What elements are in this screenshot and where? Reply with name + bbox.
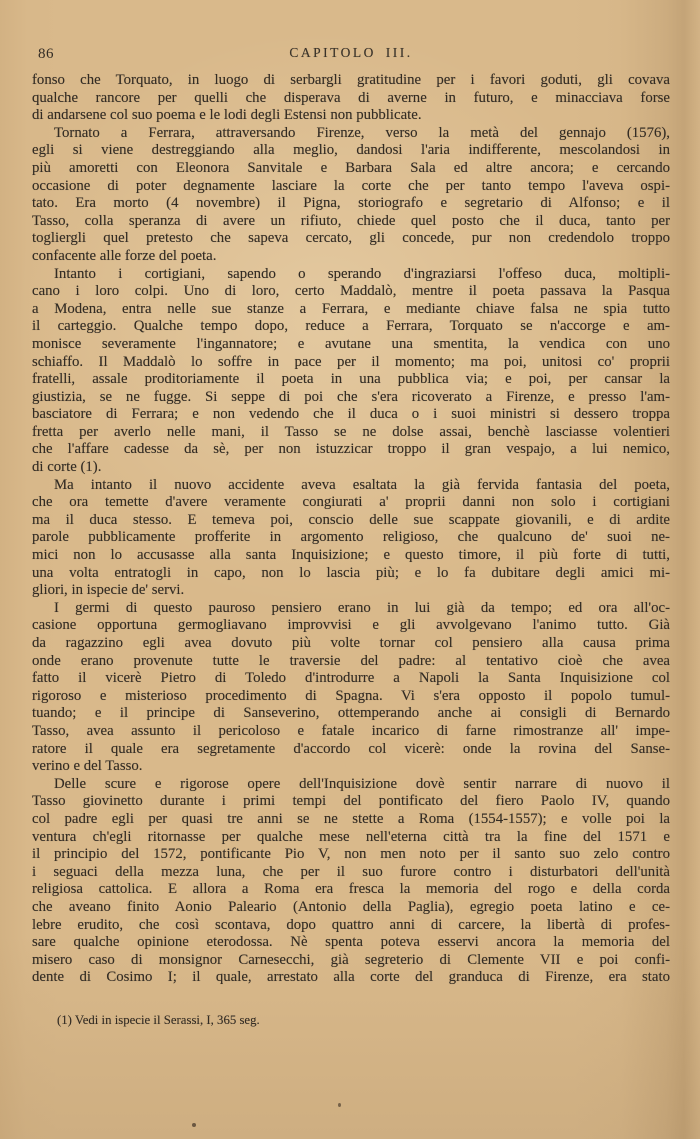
text-line: qualche rancore per quelli che disperava di averne in futuro, e minacciava forse: [32, 89, 670, 106]
text-line: Delle scure e rigorose opere dell'Inquisizione dovè sentir narrare di nuovo il: [54, 775, 670, 792]
text-line: egli si viene destreggiando alla meglio, dandosi l'aria indifferente, mescolandosi in: [32, 142, 670, 159]
text-line: di corte (1).: [32, 459, 102, 476]
text-line: lebre erudito, che così scontava, dopo quattro anni di carcere, la libertà di profes-: [32, 916, 670, 933]
text-line: dente di Cosimo I; il quale, arrestato alla corte del granduca di Firenze, era stato: [32, 969, 670, 986]
text-line: religiosa cattolica. E allora a Roma era fresca la memoria del rogo e della corda: [32, 881, 670, 898]
text-line: il principio del 1572, pontificante Pio V, non men noto per il santo suo zelo contro: [32, 846, 670, 863]
paragraph: [32, 125, 670, 266]
text-line: fratelli, assale proditoriamente il poeta in una pubblica via; e poi, per cansar la: [32, 371, 670, 388]
running-title: CAPITOLO III.: [289, 45, 413, 60]
text-line: cano i loro colpi. Uno di loro, certo Maddalò, mentre il poeta passava la Pasqua: [32, 283, 670, 300]
footnote: (1) Vedi in ispecie il Serassi, I, 365 seg.: [57, 1012, 260, 1027]
text-line: ventura ch'egli ritornasse per qualche mese nell'eterna città tra la fine del 1571 e: [32, 828, 670, 845]
text-line: ratore il quale era segretamente d'accordo col vicerè: onde la rovina del Sanse-: [32, 740, 670, 757]
text-line: sare qualche opinione eterodossa. Nè spenta poteva esservi ancora la memoria del: [32, 934, 670, 951]
text-line: Intanto i cortigiani, sapendo o sperando d'ingraziarsi l'offeso duca, moltipli-: [54, 265, 670, 282]
text-line: mici non lo accusasse alla santa Inquisizione; e questo timore, il più forte di tutti,: [32, 547, 670, 564]
paragraph: [32, 477, 670, 600]
text-line: tuando; e il principe di Sanseverino, ottemperando anche ai consigli di Bernardo: [32, 705, 670, 722]
text-line: misero caso di monsignor Carnesecchi, già segreterio di Clemente VII e poi confi-: [32, 951, 670, 968]
text-line: togliergli quel pretesto che sapeva cercato, gli concede, pur non credendolo troppo: [32, 230, 670, 247]
text-line: ma il duca stesso. E temeva poi, conscio delle sue scappate giovanili, e di ardite: [32, 511, 670, 528]
text-line: fatto il vicerè Pietro di Toledo d'introdurre a Napoli la Santa Inquisizione col: [32, 670, 670, 687]
text-line: che l'affare cadesse da sè, per non istuzzicar troppo il gran vespajo, a lui nemico,: [32, 441, 670, 458]
text-line: occasione di poter degnamente lasciare la corte che per tanto tempo l'aveva ospi-: [32, 177, 670, 194]
text-line: monisce severamente l'ingannatore; e avutane una smentita, la vendica con uno: [32, 335, 670, 352]
text-line: rigoroso e misterioso procedimento di Spagna. Vi s'era opposto il popolo tumul-: [32, 687, 670, 704]
page-text-block: [32, 72, 670, 987]
text-line: giustizia, se ne fugge. Si seppe di poi che s'era ricoverato a Firenze, e presso l'am-: [32, 388, 670, 405]
text-line: i seguaci della mezza luna, che per il suo furore contro i disturbatori dell'unità: [32, 863, 670, 880]
text-line: Tasso giovinetto durante i primi tempi del pontificato del fiero Paolo IV, quando: [32, 793, 670, 810]
paragraph: [32, 72, 670, 125]
text-line: che aveano finito Aonio Paleario (Antonio della Paglia), egregio poeta latino e ce-: [32, 898, 670, 915]
paragraph: [32, 600, 670, 776]
text-line: parole pubblicamente profferite in argomento religioso, che qualcuno de' suoi ne-: [32, 529, 670, 546]
page-header: [32, 45, 670, 65]
page-number: 86: [38, 46, 54, 62]
text-line: Ma intanto il nuovo accidente aveva esaltata la già fervida fantasia del poeta,: [54, 476, 670, 493]
text-line: fonso che Torquato, in luogo di serbargli gratitudine per i favori goduti, gli covava: [32, 72, 670, 88]
text-line: più amoretti con Eleonora Sanvitale e Barbara Sala ed altre ancora; e cercando: [32, 159, 670, 176]
text-line: da ragazzino egli avea dovuto più volte tornar col pensiero alla causa prima: [32, 635, 670, 651]
text-line: col padre egli per quasi tre anni se ne stette a Roma (1554-1557); e volle poi la: [32, 810, 670, 827]
text-line: a Modena, entra nelle sue stanze a Ferrara, e mediante chiave falsa ne spia tutto: [32, 300, 670, 317]
text-line: verino e del Tasso.: [32, 758, 143, 775]
text-line: fretta per averlo nelle mani, il Tasso se ne dolse assai, benchè lasciasse volentieri: [32, 423, 670, 440]
scan-speck: [338, 1103, 341, 1107]
text-line: Tasso, colla speranza di avere un rifiuto, chiede quel posto che il duca, tanto per: [32, 212, 670, 229]
scan-speck: [192, 1123, 196, 1127]
paragraph: [32, 266, 670, 477]
text-line: casione opportuna germogliavano improvvisi e gli avvolgevano l'animo tutto. Già: [32, 617, 670, 634]
paragraph: [32, 776, 670, 987]
text-line: I germi di questo pauroso pensiero erano in lui già da tempo; ed ora all'oc-: [54, 599, 670, 616]
text-line: tato. Era morto (4 novembre) il Pigna, storiografo e segretario di Alfonso; e il: [32, 195, 670, 212]
text-line: una volta entratogli in capo, non lo lascia più; e lo fa dubitare degli amici mi-: [32, 564, 670, 581]
text-line: basciatore di Ferrara; e non vedendo che il duca o i suoi ministri si dessero troppa: [32, 406, 670, 423]
text-line: schiaffo. Il Maddalò lo soffre in pace per il momento; ma poi, unitosi co' proprii: [32, 353, 670, 370]
text-line: di andarsene col suo poema e le lodi degli Estensi non pubblicate.: [32, 107, 422, 124]
text-line: Tornato a Ferrara, attraversando Firenze, verso la metà del gennajo (1576),: [54, 124, 670, 141]
text-line: che ora temette d'avere veramente congiurati a' proprii danni non solo i cortigiani: [32, 494, 670, 511]
text-line: Tasso, avea assunto il pericoloso e fatale incarico di farne rimostranze all' impe-: [32, 722, 670, 739]
text-line: il carteggio. Qualche tempo dopo, reduce a Ferrara, Torquato se n'accorge e am-: [32, 318, 670, 335]
text-line: gliori, in ispecie de' servi.: [32, 582, 185, 599]
text-line: confacente alle forze del poeta.: [32, 247, 217, 264]
text-line: onde erano provenute tutte le traversie del padre: al tentativo cioè che avea: [32, 652, 670, 669]
